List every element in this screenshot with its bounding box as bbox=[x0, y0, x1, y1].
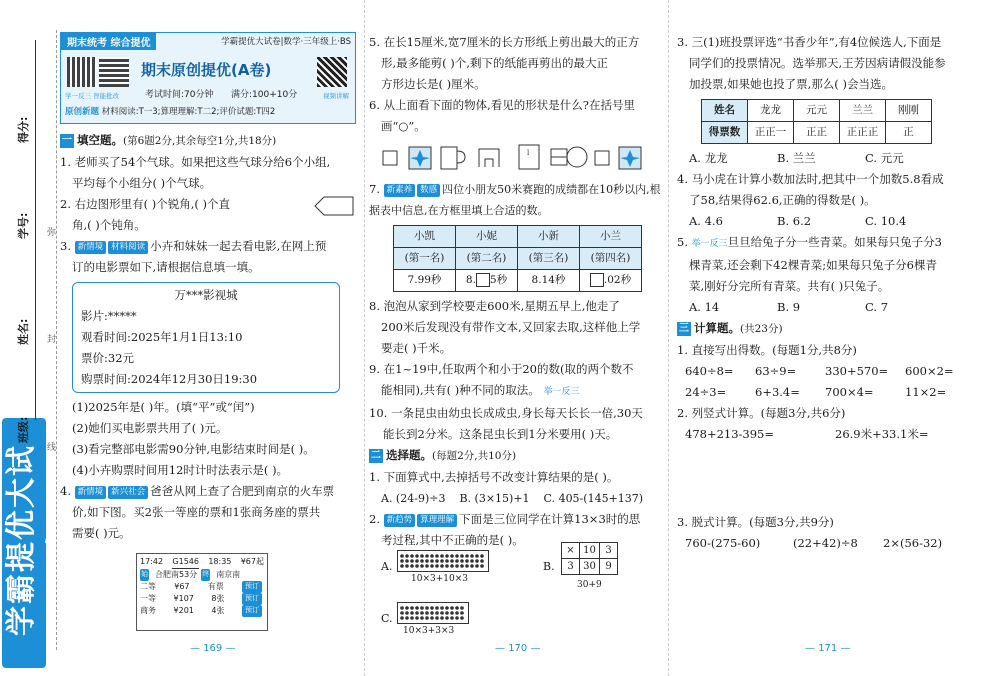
q4-line-2: 价,如下图。买2张一等座的票和1张商务座的票共 bbox=[72, 505, 321, 519]
q5-line-1: 5. 在长15厘米,宽7厘米的长方形纸上剪出最大的正方 bbox=[369, 35, 640, 49]
c3-line-1: 3. 三(1)班投票评选“书香少年”,有4位候选人,下面是 bbox=[677, 35, 942, 49]
train-price: ¥67起 bbox=[240, 557, 264, 566]
k2: 2. 列竖式计算。(每题3分,共6分) bbox=[677, 406, 846, 420]
book-button[interactable]: 预订 bbox=[242, 593, 262, 605]
c2-line-2: 考过程,其中不正确的是( )。 bbox=[381, 533, 524, 547]
section-2-heading: 二 选择题。(每题2分,共10分) bbox=[371, 448, 517, 462]
q1-line-2: 平均每个小组分( )个气球。 bbox=[72, 176, 212, 190]
innovation-row bbox=[65, 105, 275, 117]
qr-right-caption: 视频讲解 bbox=[323, 92, 349, 100]
qr-left[interactable] bbox=[67, 57, 129, 87]
q2-line-1: 2. 右边图形里有( )个锐角,( )个直 bbox=[60, 194, 356, 215]
content-169 bbox=[60, 130, 356, 544]
extend-tag: 举一反三 bbox=[543, 387, 580, 397]
exam-full: 满分:100+10分 bbox=[231, 90, 298, 100]
page-169 bbox=[60, 0, 356, 676]
book-button[interactable]: 预订 bbox=[242, 605, 262, 617]
score-label: 得分: bbox=[17, 116, 30, 143]
q3-sub-1: (1)2025年是( )年。(填“平”或“闰”) bbox=[72, 400, 255, 414]
q4-line-1: 4. 新情境 新兴社会 爸爸从网上查了合肥到南京的火车票 bbox=[60, 484, 335, 498]
q5-line-3: 方形边长是( )厘米。 bbox=[381, 77, 486, 91]
q3-sub-2: (2)她们买电影票共用了( )元。 bbox=[72, 421, 228, 435]
write-line bbox=[35, 40, 36, 420]
train-no: G1546 bbox=[172, 556, 199, 569]
c4-options: A. 4.6 B. 6.2 C. 10.4 bbox=[689, 214, 907, 228]
pentagon-figure bbox=[314, 196, 354, 216]
section-3-heading: 三 计算题。(共23分) bbox=[679, 321, 783, 335]
dot-array-C bbox=[397, 602, 469, 624]
c5-line-2: 棵青菜,还会剩下42棵青菜;如果每只兔子分6棵青 bbox=[689, 258, 937, 272]
brand-text: 学霸提优大试卷 bbox=[4, 444, 79, 636]
content-171 bbox=[677, 32, 973, 445]
tag-new-context: 新情境 bbox=[75, 241, 107, 254]
innovation-text: 材料阅读:T一3;算理理解:T二2;评价试题:T四2 bbox=[101, 107, 276, 117]
page-171 bbox=[668, 0, 972, 676]
k3-block bbox=[677, 512, 973, 554]
q6-line-2: 画“○”。 bbox=[381, 119, 426, 133]
bind-mark-2: 封 bbox=[47, 332, 56, 345]
q10-line-1: 10. 一条昆虫由幼虫长成成虫,身长每天长长一倍,30天 bbox=[369, 406, 643, 420]
c1-options: A. (24-9)÷3 B. (3×15)+1 C. 405-(145+137) bbox=[381, 492, 644, 505]
train-arr: 18:35 bbox=[208, 557, 232, 566]
book-button[interactable]: 预订 bbox=[242, 581, 262, 593]
train-dep: 17:42 bbox=[140, 557, 164, 566]
k1-row-2: 24÷3= 6+3.4= 700×4= 11×2= bbox=[685, 385, 947, 399]
innovation-label: 原创新题 bbox=[65, 107, 100, 117]
exam-title: 期末原创提优(A卷) bbox=[141, 61, 272, 79]
k1: 1. 直接写出得数。(每题1分,共8分) bbox=[677, 343, 857, 357]
c2-figures: A. 10×3+10×3 B. × 10 3 3 30 9 30+9 C. 10×3+3×3 bbox=[381, 540, 661, 650]
k3-row: 760-(275-60) (22+42)÷8 2×(56-32) bbox=[685, 536, 943, 550]
page-number-170: — 170 — bbox=[495, 643, 541, 654]
train-from: 合肥南 bbox=[155, 570, 179, 579]
k3: 3. 脱式计算。(每题3分,共9分) bbox=[677, 515, 834, 529]
train-to: 南京南 bbox=[216, 570, 241, 579]
from-tag: 始 bbox=[140, 569, 149, 581]
q4-line-3: 需要( )元。 bbox=[72, 526, 131, 540]
cut-line bbox=[56, 30, 57, 650]
c4-line-2: 了58,结果得62.6,正确的得数是( )。 bbox=[689, 193, 876, 207]
c3-line-2: 同学们的投票情况。选举那天,王芳因病请假没能参 bbox=[689, 56, 946, 70]
bind-mark-3: 线 bbox=[47, 440, 56, 453]
exam-header bbox=[60, 32, 356, 124]
c5-line-3: 菜,刚好分完所有青菜。共有( )只兔子。 bbox=[689, 279, 890, 293]
c4-line-1: 4. 马小虎在计算小数加法时,把其中一个加数5.8看成 bbox=[677, 172, 944, 186]
q10-line-2: 能长到2分米。这条昆虫长到1分米要用( )天。 bbox=[383, 427, 618, 441]
content-170 bbox=[369, 32, 661, 551]
train-dur: 53分 bbox=[179, 570, 198, 579]
movie-ticket bbox=[72, 282, 340, 393]
c3-line-3: 加投票,如果她也投了票,那么( )会当选。 bbox=[689, 77, 893, 91]
page-number-171: — 171 — bbox=[805, 643, 851, 654]
answer-box[interactable] bbox=[476, 273, 490, 287]
bind-mark-1: 弥 bbox=[47, 225, 56, 238]
to-tag: 终 bbox=[201, 569, 210, 581]
q8-line-2: 200米后发现没有带作文本,又回家去取,这样他上学 bbox=[381, 320, 641, 334]
page-number-169: — 169 — bbox=[190, 643, 236, 654]
vote-table: 姓名 龙龙 元元 兰兰 刚刚 得票数 正正一 正正 正正正 正 bbox=[701, 99, 932, 144]
exam-time: 考试时间:70分钟 bbox=[145, 90, 214, 100]
c2-line-1: 2. 新趋势 算理理解 下面是三位同学在计算13×3时的思 bbox=[369, 512, 641, 526]
c1: 1. 下面算式中,去掉括号不改变计算结果的是( )。 bbox=[369, 470, 619, 484]
q3-sub-3: (3)看完整部电影需90分钟,电影结束时间是( )。 bbox=[72, 442, 315, 456]
q3-sub-4: (4)小卉购票时间用12时计时法表示是( )。 bbox=[72, 463, 289, 477]
c3-options: A. 龙龙 B. 兰兰 C. 元元 bbox=[689, 151, 904, 165]
svg-text:l: l bbox=[527, 149, 530, 157]
page-170 bbox=[364, 0, 660, 676]
train-ticket-card: 17:42 G1546 18:35 ¥67起 始 合肥南 53分 终 南京南 二等 ¥67 有票 预订 一等 ¥107 8张 预订 商务 ¥201 4张 预订 bbox=[136, 553, 268, 631]
header-badge: 期末统考 综合提优 bbox=[61, 33, 156, 50]
ticket-line: 票价:32元 bbox=[81, 351, 135, 365]
name-label: 姓名: bbox=[17, 318, 30, 345]
series-title: 学霸提优大试卷|数学·三年级上·BS bbox=[221, 37, 351, 47]
dot-array-A bbox=[397, 550, 489, 572]
view-shapes bbox=[381, 139, 671, 175]
tag-reading: 材料阅读 bbox=[108, 241, 148, 254]
ticket-line: 购票时间:2024年12月30日19:30 bbox=[81, 372, 258, 386]
c5-line-1: 5. 举一反三旦旦给兔子分一些青菜。如果每只兔子分3 bbox=[677, 235, 942, 249]
k2-row: 478+213-395= 26.9米+33.1米= bbox=[685, 427, 929, 441]
q9-line-2: 能相同),共有( )种不同的取法。 举一反三 bbox=[381, 383, 580, 397]
id-label: 学号: bbox=[17, 212, 30, 239]
qr-right[interactable] bbox=[317, 57, 347, 87]
q3-line-1: 3. 新情境 材料阅读 小卉和妹妹一起去看电影,在网上预 bbox=[60, 239, 327, 253]
c5-options: A. 14 B. 9 C. 7 bbox=[689, 300, 889, 314]
q5-line-2: 形,最多能剪( )个,剩下的纸能再剪出的最大正 bbox=[381, 56, 608, 70]
section-1-heading: 一 填空题。(第6题2分,其余每空1分,共18分) bbox=[62, 133, 277, 147]
q2-line-2: 角,( )个钝角。 bbox=[72, 218, 146, 232]
grid-B: × 10 3 3 30 9 bbox=[561, 542, 618, 575]
q1-line-1: 1. 老师买了54个气球。如果把这些气球分给6个小组, bbox=[60, 155, 331, 169]
race-table: 小凯 小妮 小新 小兰 (第一名) (第二名) (第三名) (第四名) 7.99秒 8. 5秒 8.14秒 .02秒 bbox=[393, 225, 642, 292]
extend-tag: 举一反三 bbox=[691, 239, 728, 249]
q6-line-1: 6. 从上面看下面的物体,看见的形状是什么?在括号里 bbox=[369, 98, 635, 112]
k1-row-1: 640÷8= 63÷9= 330+570= 600×2= bbox=[685, 364, 954, 378]
q7-line-1: 7. 新素养 数感 四位小朋友50米赛跑的成绩都在10秒以内,根据表中信息,在方框里填上合适的数。 bbox=[369, 182, 661, 217]
qr-left-caption: 学一反三 智能批改 bbox=[65, 92, 120, 100]
q9-line-1: 9. 在1~19中,任取两个和小于20的数(取的两个数不 bbox=[369, 362, 634, 376]
ticket-line: 观看时间:2025年1月1日13:10 bbox=[81, 330, 243, 344]
q3-line-2: 订的电影票如下,请根据信息填一填。 bbox=[72, 260, 260, 274]
class-label: 班级: bbox=[17, 416, 30, 443]
answer-box[interactable] bbox=[590, 273, 604, 287]
ticket-title: 万***影视城 bbox=[174, 288, 238, 302]
ticket-line: 影片:***** bbox=[81, 309, 137, 323]
q8-line-3: 要走( )千米。 bbox=[381, 341, 452, 355]
q8-line-1: 8. 泡泡从家到学校要走600米,星期五早上,他走了 bbox=[369, 299, 620, 313]
binding-sidebar bbox=[0, 0, 79, 676]
